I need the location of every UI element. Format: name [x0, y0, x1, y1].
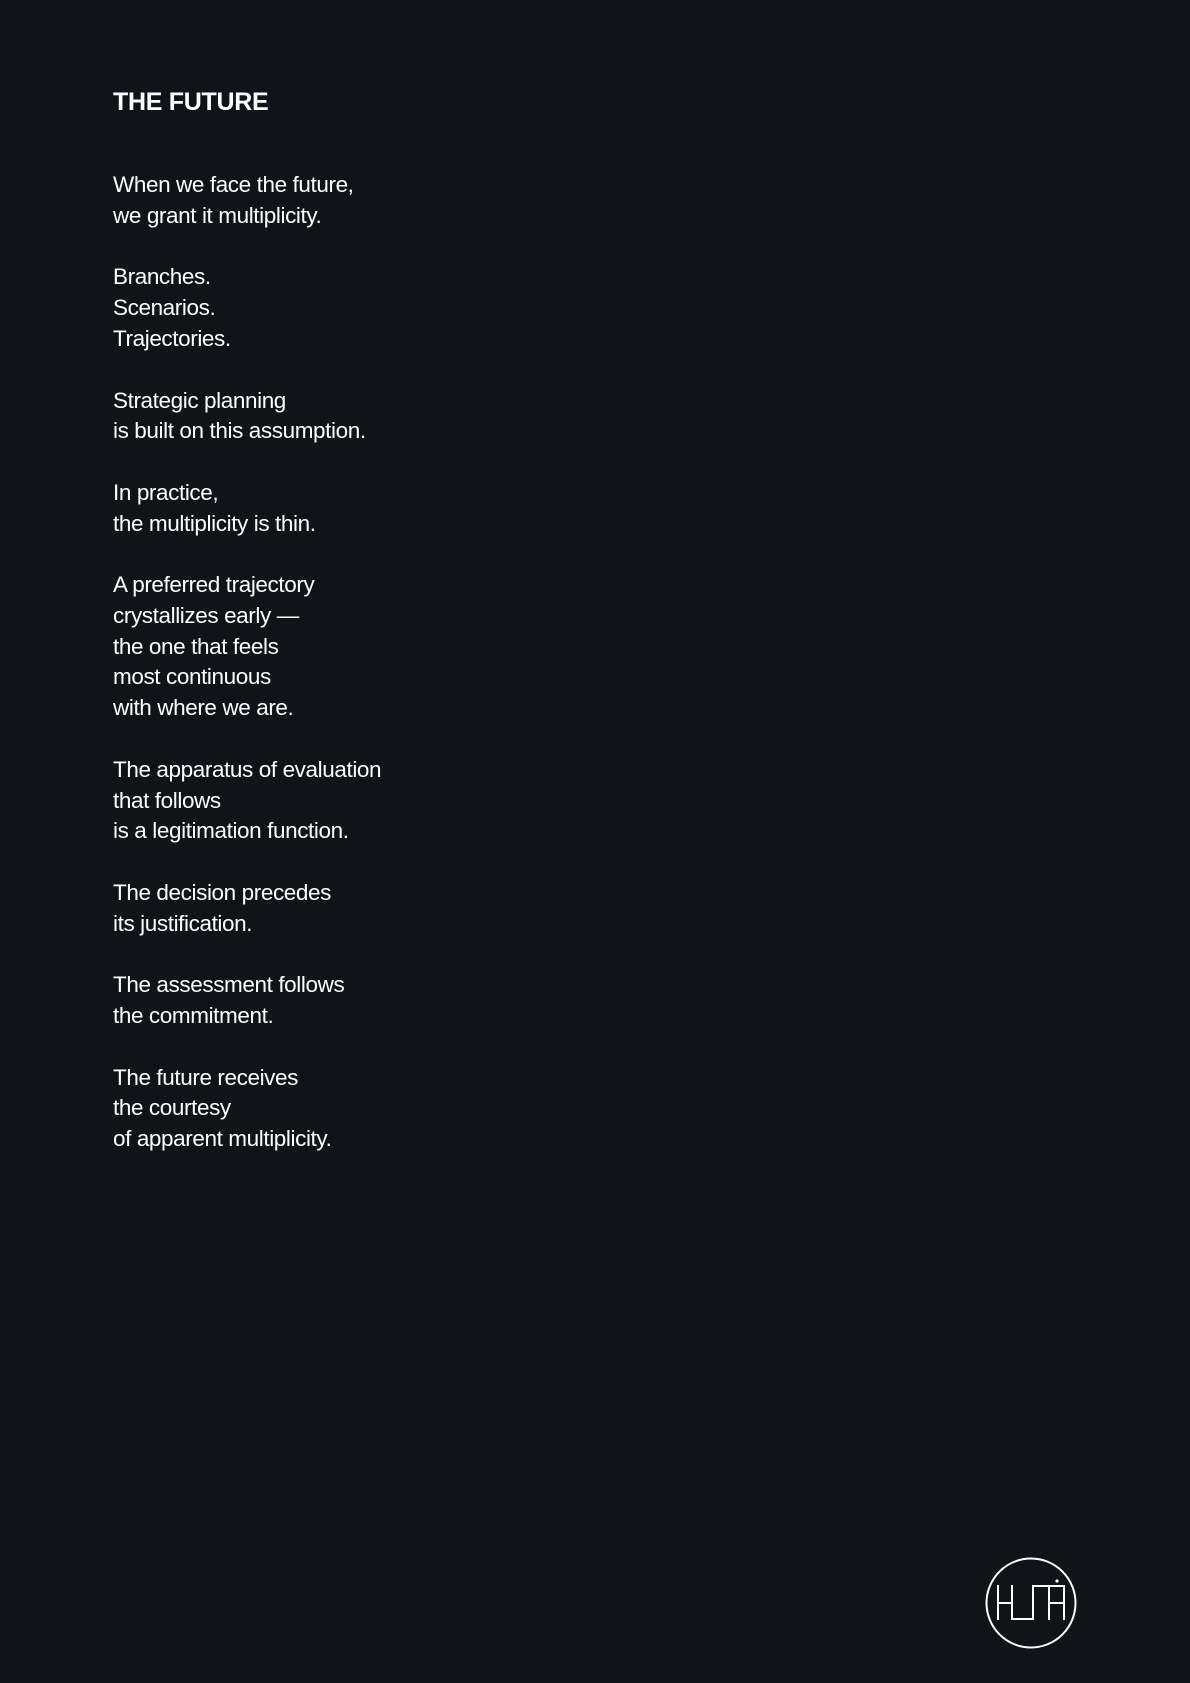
stanza — [113, 478, 613, 539]
poem-body — [113, 170, 613, 1186]
poem-line: is a legitimation function. — [113, 818, 349, 844]
stanza — [113, 970, 613, 1031]
poem-line: Scenarios. — [113, 295, 216, 321]
poem-line: that follows — [113, 787, 221, 813]
stanza — [113, 755, 613, 847]
stanza — [113, 170, 613, 231]
stanza — [113, 262, 613, 354]
poem-line: we grant it multiplicity. — [113, 202, 322, 228]
poem-line: the multiplicity is thin. — [113, 510, 316, 536]
poem-line: When we face the future, — [113, 172, 354, 197]
poem-line: with where we are. — [113, 695, 294, 721]
poem-line: The future receives — [113, 1064, 298, 1090]
poem-line: the one that feels — [113, 633, 279, 659]
poem-line: A preferred trajectory — [113, 572, 315, 598]
poem-line: Trajectories. — [113, 325, 231, 351]
poem-line: Strategic planning — [113, 387, 286, 413]
poem-line: is built on this assumption. — [113, 418, 366, 444]
poem-line: The assessment follows — [113, 972, 345, 998]
stanza — [113, 570, 613, 724]
stanza — [113, 878, 613, 939]
circle-monogram-logo-icon — [985, 1557, 1077, 1649]
poem-line: In practice, — [113, 479, 219, 505]
poem-line: the commitment. — [113, 1003, 274, 1029]
poem-line: the courtesy — [113, 1095, 231, 1121]
poem-line: most continuous — [113, 664, 271, 690]
poem-line: The apparatus of evaluation — [113, 756, 382, 782]
stanza — [113, 386, 613, 447]
stanza — [113, 1063, 613, 1155]
poem-line: Branches. — [113, 264, 211, 290]
poem-line: The decision precedes — [113, 879, 331, 905]
poem-line: its justification. — [113, 910, 253, 936]
poem-line: crystallizes early — — [113, 603, 299, 629]
poem-line: of apparent multiplicity. — [113, 1126, 332, 1152]
page-title: THE FUTURE — [113, 88, 269, 116]
